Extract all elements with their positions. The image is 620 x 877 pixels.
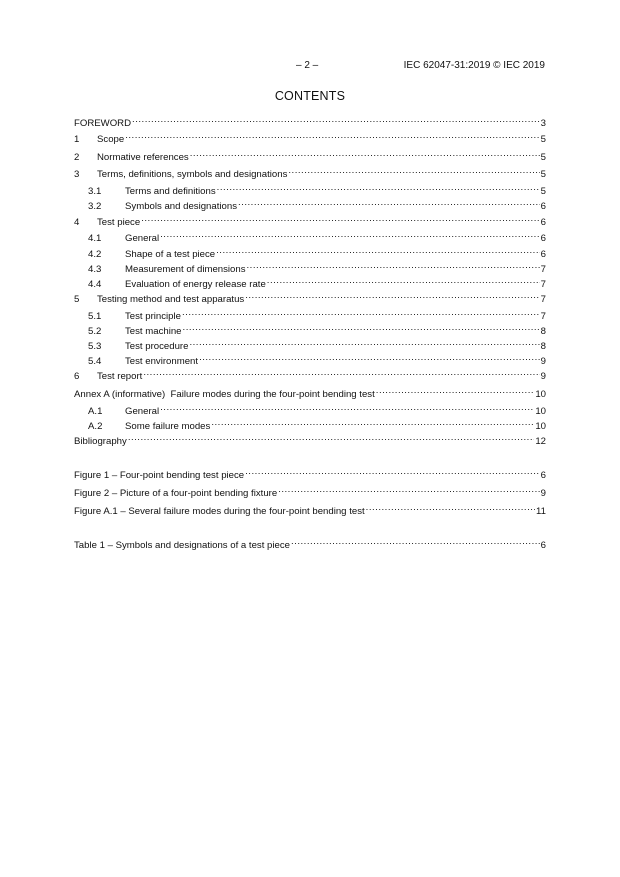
- toc-entry-scope[interactable]: 1 Scope ..... 5: [74, 129, 546, 142]
- toc-entry-failure-modes[interactable]: A.2 Some failure modes ..... 10: [74, 416, 546, 429]
- toc-entry-testing-method[interactable]: 5 Testing method and test apparatus ..... 7: [74, 289, 546, 302]
- toc-entry-test-piece[interactable]: 4 Test piece ..... 6: [74, 212, 546, 225]
- toc-entry-test-report[interactable]: 6 Test report ..... 9: [74, 366, 546, 379]
- toc-entry-annex-a[interactable]: Annex A (informative) Failure modes during the four-point bending test ..... 10: [74, 384, 546, 397]
- list-of-figures-entry-2[interactable]: Figure 2 – Picture of a four-point bending fixture ..... 9: [74, 483, 546, 496]
- toc-entry-shape[interactable]: 4.2 Shape of a test piece ..... 6: [74, 244, 546, 257]
- toc-entry-annex-general[interactable]: A.1 General ..... 10: [74, 401, 546, 414]
- page-header: [0, 60, 620, 74]
- page-number: – 2 –: [296, 60, 319, 71]
- document-id: IEC 62047-31:2019 © IEC 2019: [403, 60, 545, 71]
- toc-entry-measurement[interactable]: 4.3 Measurement of dimensions ..... 7: [74, 259, 546, 272]
- toc-entry-test-machine[interactable]: 5.2 Test machine ..... 8: [74, 321, 546, 334]
- toc-entry-test-environment[interactable]: 5.4 Test environment ..... 9: [74, 351, 546, 364]
- toc-entry-terms-definitions[interactable]: 3.1 Terms and definitions ..... 5: [74, 181, 546, 194]
- list-of-tables-entry-1[interactable]: Table 1 – Symbols and designations of a test piece ..... 6: [74, 535, 546, 548]
- toc-entry-symbols-designations[interactable]: 3.2 Symbols and designations ..... 6: [74, 196, 546, 209]
- toc-entry-bibliography[interactable]: Bibliography ..... 12: [74, 431, 546, 444]
- toc-entry-energy-release[interactable]: 4.4 Evaluation of energy release rate ..... 7: [74, 274, 546, 287]
- list-of-figures-entry-1[interactable]: Figure 1 – Four-point bending test piece ..... 6: [74, 465, 546, 478]
- toc-entry-terms[interactable]: 3 Terms, definitions, symbols and designations ..... 5: [74, 164, 546, 177]
- toc-entry-normative-references[interactable]: 2 Normative references ..... 5: [74, 147, 546, 160]
- toc-entry-foreword[interactable]: FOREWORD ..... 3: [74, 113, 546, 126]
- list-of-figures-entry-a1[interactable]: Figure A.1 – Several failure modes during the four-point bending test ..... 11: [74, 501, 546, 514]
- toc-entry-test-principle[interactable]: 5.1 Test principle ..... 7: [74, 306, 546, 319]
- toc-entry-general[interactable]: 4.1 General ..... 6: [74, 228, 546, 241]
- toc-entry-test-procedure[interactable]: 5.3 Test procedure ..... 8: [74, 336, 546, 349]
- page-title: CONTENTS: [274, 89, 346, 103]
